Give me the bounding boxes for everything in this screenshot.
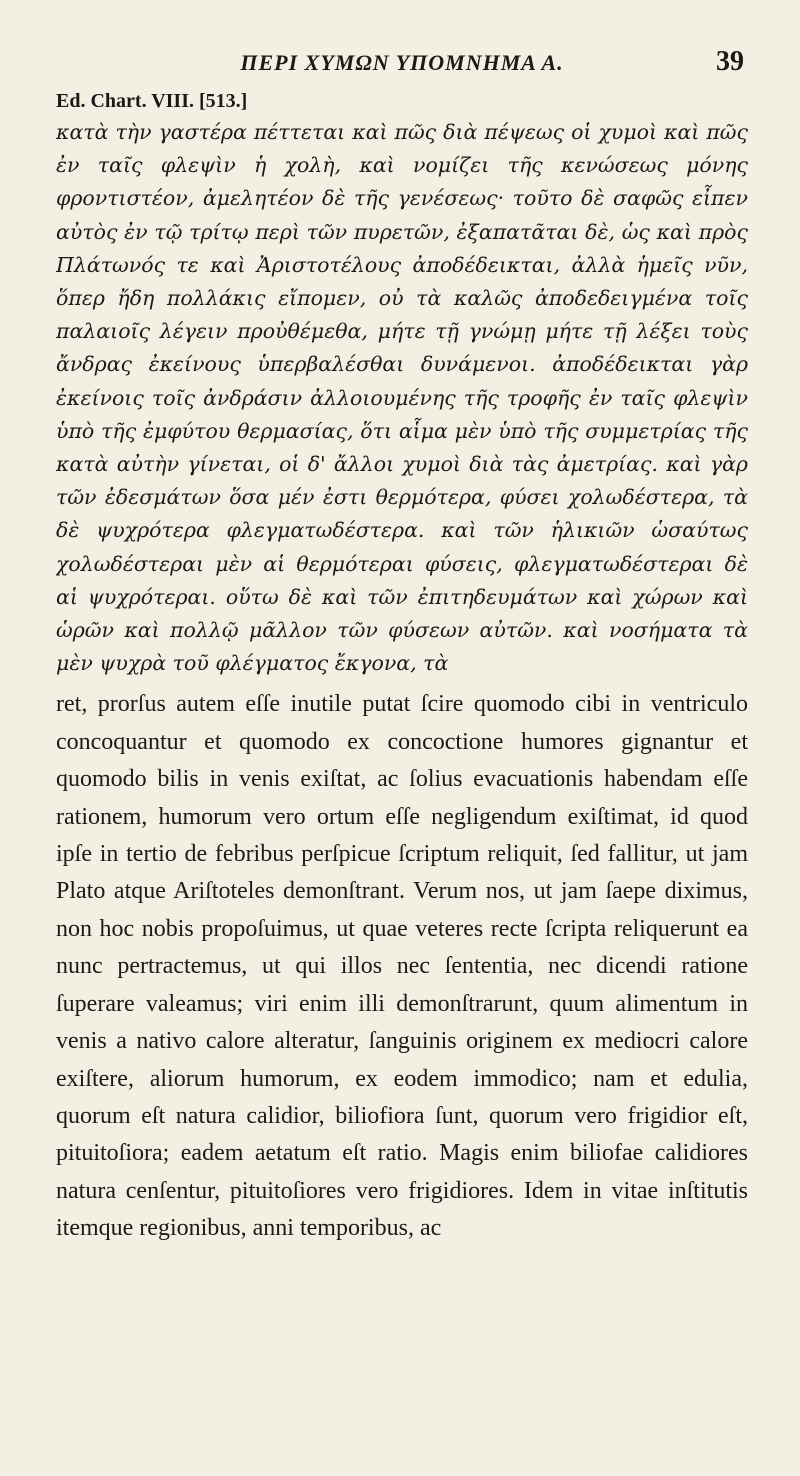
greek-text-block: κατὰ τὴν γαστέρα πέττεται καὶ πῶς διὰ πέψεως οἱ χυμοὶ καὶ πῶς ἐν ταῖς φλεψὶν ἡ χολὴ, καὶ νομίζει τῆς κενώσεως μόνης φροντιστέον, ἀμελητέον δὲ τῆς γενέσεως· τοῦτο δὲ σαφῶς εἶπεν αὐτὸς ἐν τῷ τρίτῳ περὶ τῶν πυρετῶν, ἐξαπατᾶται δὲ, ὡς καὶ πρὸς Πλάτωνός τε καὶ Ἀριστοτέλους ἀποδέδεικται, ἀλλὰ ἡμεῖς νῦν, ὅπερ ἤδη πολλάκις εἴπομεν, οὐ τὰ καλῶς ἀποδεδειγμένα τοῖς παλαιοῖς λέγειν προὐθέμεθα, μήτε τῇ γνώμῃ μήτε τῇ λέξει τοὺς ἄνδρας ἐκείνους ὑπερβαλέσθαι δυνάμενοι. ἀποδέδεικται γὰρ ἐκείνοις τοῖς ἀνδράσιν ἀλλοιουμένης τῆς τροφῆς ἐν ταῖς φλεψὶν ὑπὸ τῆς ἐμφύτου θερμασίας, ὅτι αἷμα μὲν ὑπὸ τῆς συμμετρίας τῆς κατὰ αὐτὴν γίνεται, οἱ δ' ἄλλοι χυμοὶ διὰ τὰς ἀμετρίας. καὶ γὰρ τῶν ἐδεσμάτων ὅσα μέν ἐστι θερμότερα, φύσει χολωδέστερα, τὰ δὲ ψυχρότερα φλεγματωδέστερα. καὶ τῶν ἡλικιῶν ὡσαύτως χολωδέστεραι μὲν αἱ θερμότεραι φύσεις, φλεγματωδέστεραι δὲ αἱ ψυχρότεραι. οὕτω δὲ καὶ τῶν ἐπιτηδευμάτων καὶ χώρων καὶ ὡρῶν καὶ πολλῷ μᾶλλον τῶν φύσεων αὐτῶν. καὶ νοσήματα τὰ μὲν ψυχρὰ τοῦ φλέγματος ἔκγονα, τὰ xyxy=(56,120,748,676)
running-title: ΠΕΡΙ ΧΥΜΩΝ ΥΠΟΜΝΗΜΑ Α. xyxy=(240,50,564,75)
running-head xyxy=(56,40,748,76)
page-number: 39 xyxy=(716,46,744,77)
edition-reference: Ed. Chart. VIII. [513.] xyxy=(56,90,248,112)
latin-text-block: ret, prorſus autem eſſe inutile putat ſcire quomodo cibi in ventriculo concoquantur et quomodo ex concoctione humores gignantur et quomodo bilis in venis exiſtat, ac ſolius evacuationis habendam eſſe rationem, humorum vero ortum eſſe negligendum exiſtimat, id quod ipſe in tertio de febribus perſpicue ſcriptum reliquit, ſed fallitur, ut jam Plato atque Ariſtoteles demonſtrant. Verum nos, ut jam ſaepe diximus, non hoc nobis propoſuimus, ut quae veteres recte ſcripta reliquerunt ea nunc pertractemus, ut qui illos nec ſententia, nec dicendi ratione ſuperare valeamus; viri enim illi demonſtrarunt, quum alimentum in venis a nativo calore alteratur, ſanguinis originem ex mediocri calore exiſtere, aliorum humorum, ex eodem immodico; nam et edulia, quorum eſt natura calidior, biliofiora ſunt, quorum vero frigidior eſt, pituitoſiora; eadem aetatum eſt ratio. Magis enim biliofae calidiores natura cenſentur, pituitoſiores vero frigidiores. Idem in vitae inſtitutis itemque regionibus, anni temporibus, ac xyxy=(56,691,748,1242)
book-page xyxy=(56,40,748,1420)
